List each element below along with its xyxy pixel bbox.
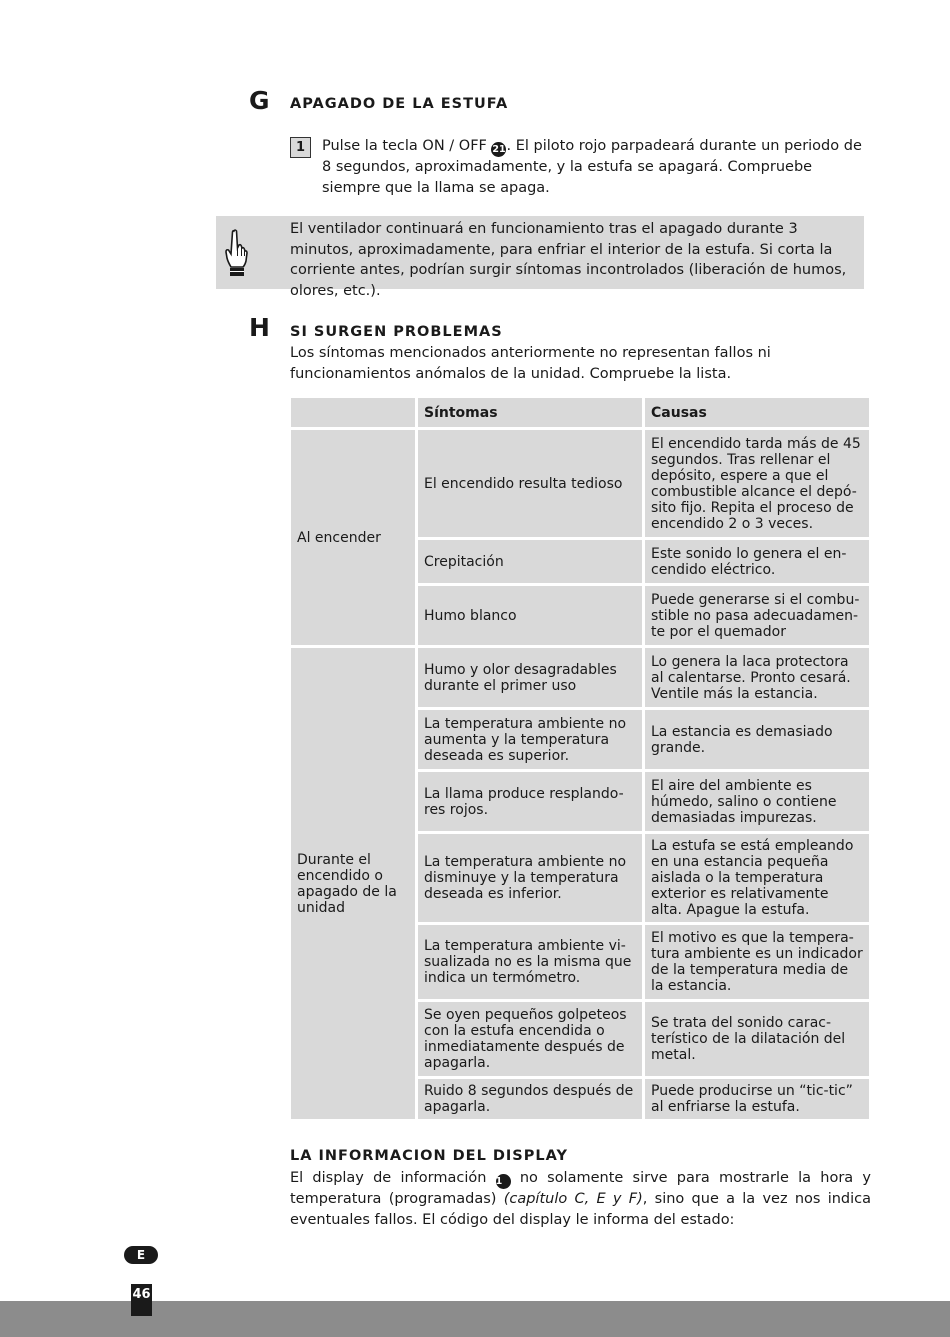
table-header-blank [291,398,415,427]
table-row [291,430,869,537]
warning-note [216,216,864,299]
display-info-text-2: no solamente sirve para mostrarle la hora y temperatura (programadas) [290,1170,871,1207]
step-text-after: . El piloto rojo parpadeará durante un periodo de 8 segundos, aproximadamente, y la estufa se apagará. Compruebe siempre que la llama se apaga. [322,138,862,196]
symptom-cell: Humo y olor desagradables durante el primer uso [418,648,642,707]
table-row [291,648,869,707]
step-1-text [322,136,874,198]
page-number: 46 [131,1284,152,1316]
symptom-cell: Ruido 8 segundos después de apagarla. [418,1079,642,1119]
reference-number-icon: 21 [492,144,506,155]
symptom-cell: Se oyen pequeños golpeteos con la estufa encendida o inmediatamente después de apagarla. [418,1002,642,1076]
symptom-cell: La temperatura ambiente no aumenta y la temperatura deseada es superior. [418,710,642,769]
cause-cell: El aire del ambiente es húmedo, salino o contiene demasiadas impurezas. [645,772,869,831]
group-label-durante: Durante el encendido o apagado de la unidad [291,648,415,1119]
display-info-text [290,1168,871,1230]
cause-cell: La estufa se está empleando en una estancia pequeña aislada o la temperatura exterior es relativamente alta. Apague la estufa. [645,834,869,922]
table-header-row [291,398,869,427]
section-h-title: SI SURGEN PROBLEMAS [290,324,503,340]
section-letter-h: H [249,313,270,342]
step-text-before: Pulse la tecla ON / OFF [322,138,492,154]
language-badge: E [124,1246,158,1264]
display-info-title: LA INFORMACION DEL DISPLAY [290,1148,568,1164]
cause-cell: Se trata del sonido carac-terístico de la dilatación del metal. [645,1002,869,1076]
cause-cell: Puede generarse si el combu-stible no pasa adecuadamen-te por el quemador [645,586,869,645]
section-g-title: APAGADO DE LA ESTUFA [290,96,509,112]
symptom-cell: Crepitación [418,540,642,583]
cause-cell: La estancia es demasiado grande. [645,710,869,769]
symptom-cell: La temperatura ambiente vi-sualizada no es la misma que indica un termómetro. [418,925,642,999]
cause-cell: Este sonido lo genera el en-cendido eléctrico. [645,540,869,583]
group-label-al-encender: Al encender [291,430,415,645]
symptom-cell: Humo blanco [418,586,642,645]
cause-cell: Puede producirse un “tic-tic” al enfriarse la estufa. [645,1079,869,1119]
cause-cell: Lo genera la laca protectora al calentarse. Pronto cesará. Ventile más la estancia. [645,648,869,707]
section-letter-g: G [249,86,270,115]
display-info-chapter-ref: (capítulo C, E y F) [503,1191,643,1207]
display-info-text-3: , sino que a la vez nos indica eventuales fallos. El código del display le informa del estado: [290,1191,872,1228]
table-header-symptoms: Síntomas [418,398,642,427]
cause-cell: El encendido tarda más de 45 segundos. Tras rellenar el depósito, espere a que el combustible alcance el depó-sito fijo. Repita el proceso de encendido 2 o 3 veces. [645,430,869,537]
pointing-hand-icon [224,228,248,278]
symptom-cell: El encendido resulta tedioso [418,430,642,537]
table-header-causes: Causas [645,398,869,427]
reference-number-icon: 1 [496,1174,511,1189]
note-text: El ventilador continuará en funcionamiento tras el apagado durante 3 minutos, aproximadamente, para enfriar el interior de la estufa. Si corta la corriente antes, podrían surgir síntomas incontrolados (liberación de humos, olores, etc.). [290,221,847,299]
symptom-cell: La temperatura ambiente no disminuye y la temperatura deseada es inferior. [418,834,642,922]
section-h-intro: Los síntomas mencionados anteriormente no representan fallos ni funcionamientos anómalos de la unidad. Compruebe la lista. [290,345,771,382]
step-number-badge: 1 [290,137,311,158]
display-info-text-1: El display de información [290,1170,496,1186]
symptom-cell: La llama produce resplando-res rojos. [418,772,642,831]
troubleshooting-table [288,395,872,1122]
cause-cell: El motivo es que la tempera-tura ambiente es un indicador de la temperatura media de la estancia. [645,925,869,999]
